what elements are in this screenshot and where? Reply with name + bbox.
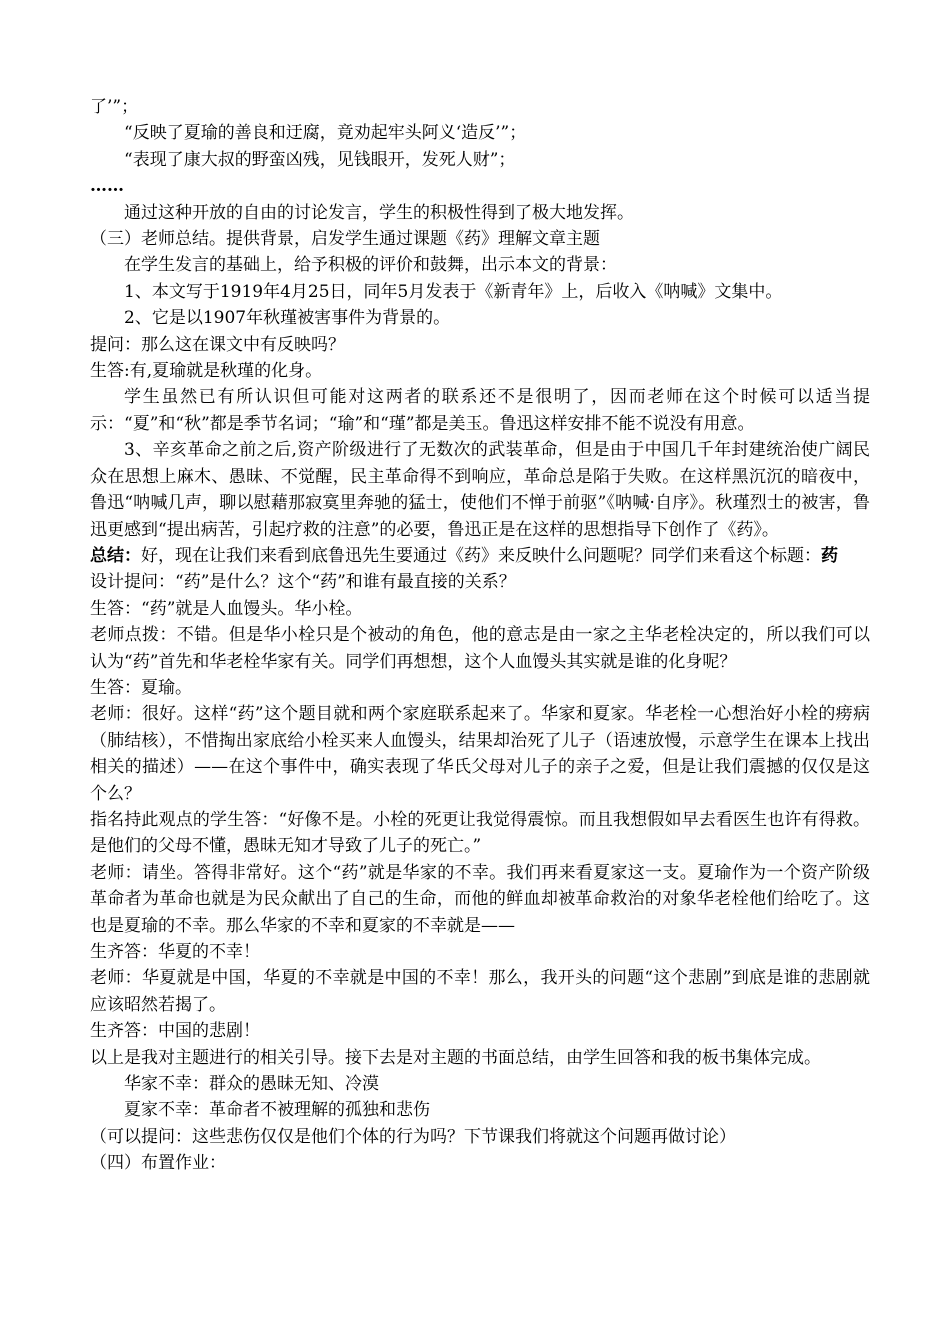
- board-note-hua: 华家不幸：群众的愚昧无知、冷漠: [124, 1074, 379, 1095]
- background-intro: 在学生发言的基础上，给予积极的评价和鼓舞，出示本文的背景：: [124, 255, 617, 276]
- summary-label: 总结：: [90, 545, 141, 566]
- summary-text: 好，现在让我们来看到底鲁迅先生要通过《药》来反映什么问题呢？同学们来看这个标题：: [141, 545, 821, 566]
- teacher-hint-paragraph: 学生虽然已有所认识但可能对这两者的联系还不是很明了，因而老师在这个时候可以适当提示：“夏”和“秋”都是季节名词；“瑜”和“瑾”都是美玉。鲁迅这样安排不能不说没有用意。: [90, 387, 870, 434]
- chorus-answer-2: 生齐答：中国的悲剧！: [90, 1021, 260, 1042]
- section-heading-4: （四）布置作业：: [90, 1153, 226, 1174]
- design-question: 设计提问：“药”是什么？这个“药”和谁有最直接的关系？: [90, 572, 516, 593]
- quote-line-xiayu: “反映了夏瑜的善良和迂腐，竟劝起牢头阿义‘造反’”；: [124, 123, 527, 144]
- teacher-response-2: 老师：请坐。答得非常好。这个“药”就是华家的不幸。我们再来看夏家这一支。夏瑜作为一个资产阶级革命者为革命也就是为民众献出了自己的生命，而他的鲜血却被革命救治的对象华老栓他们给吃了。这也是夏瑜的不幸。那么华家的不幸和夏家的不幸就是——: [90, 862, 870, 936]
- student-answer-medicine: 生答：“药”就是人血馒头。华小栓。: [90, 598, 363, 619]
- summary-instructions: 以上是我对主题进行的相关引导。接下去是对主题的书面总结，由学生回答和我的板书集体完成。: [90, 1047, 821, 1068]
- ellipsis: ……: [90, 176, 124, 197]
- section-heading-3: （三）老师总结。提供背景，启发学生通过课题《药》理解文章主题: [90, 229, 600, 250]
- summary-title: 药: [821, 545, 838, 566]
- followup-question: （可以提问：这些悲伤仅仅是他们个体的行为吗？下节课我们将就这个问题再做讨论）: [90, 1126, 736, 1147]
- summary-paragraph: [90, 543, 870, 569]
- background-item-3: 3、辛亥革命之前之后,资产阶级进行了无数次的武装革命，但是由于中国几千年封建统治使广阔民众在思想上麻木、愚昧、不觉醒，民主革命得不到响应，革命总是陷于失败。在这样黑沉沉的暗夜中，鲁迅“呐喊几声，聊以慰藉那寂寞里奔驰的猛士，使他们不惮于前驱”《呐喊·自序》。秋瑾烈士的被害，鲁迅更感到“提出病苦，引起疗救的注意”的必要，鲁迅正是在这样的思想指导下创作了《药》。: [90, 440, 870, 540]
- quote-line-kang: “表现了康大叔的野蛮凶残，见钱眼开，发死人财”；: [124, 149, 516, 170]
- student-answer-xiayu: 生答：夏瑜。: [90, 677, 192, 698]
- background-item-1: 1、本文写于1919年4月25日，同年5月发表于《新青年》上，后收入《呐喊》文集中。: [124, 281, 783, 302]
- teacher-guidance: 老师点拨：不错。但是华小栓只是个被动的角色，他的意志是由一家之主华老栓决定的，所以我们可以认为“药”首先和华老栓华家有关。同学们再想想，这个人血馒头其实就是谁的化身呢？: [90, 625, 870, 672]
- student-answer: 生答:有,夏瑜就是秋瑾的化身。: [90, 361, 323, 382]
- board-note-xia: 夏家不幸：革命者不被理解的孤独和悲伤: [124, 1100, 430, 1121]
- teacher-response-3: 老师：华夏就是中国，华夏的不幸就是中国的不幸！那么，我开头的问题“这个悲剧”到底是谁的悲剧就应该昭然若揭了。: [90, 968, 870, 1015]
- background-item-2: 2、它是以1907年秋瑾被害事件为背景的。: [124, 308, 451, 329]
- chorus-answer-1: 生齐答：华夏的不幸！: [90, 942, 260, 962]
- student-view: 指名持此观点的学生答：“好像不是。小栓的死更让我觉得震惊。而且我想假如早去看医生也许有得救。是他们的父母不懂，愚昧无知才导致了儿子的死亡。”: [90, 809, 870, 857]
- quote-line-end: 了’”；: [90, 97, 139, 117]
- document-page: [90, 94, 870, 1177]
- question-line: 提问：那么这在课文中有反映吗？: [90, 334, 345, 355]
- teacher-response-1: 老师：很好。这样“药”这个题目就和两个家庭联系起来了。华家和夏家。华老栓一心想治好小栓的痨病（肺结核），不惜掏出家底给小栓买来人血馒头，结果却治死了儿子（语速放慢，示意学生在课本上找出相关的描述）——在这个事件中，确实表现了华氏父母对儿子的亲子之爱，但是让我们震撼的仅仅是这个么？: [90, 704, 870, 804]
- discussion-summary: 通过这种开放的自由的讨论发言，学生的积极性得到了极大地发挥。: [124, 202, 634, 223]
